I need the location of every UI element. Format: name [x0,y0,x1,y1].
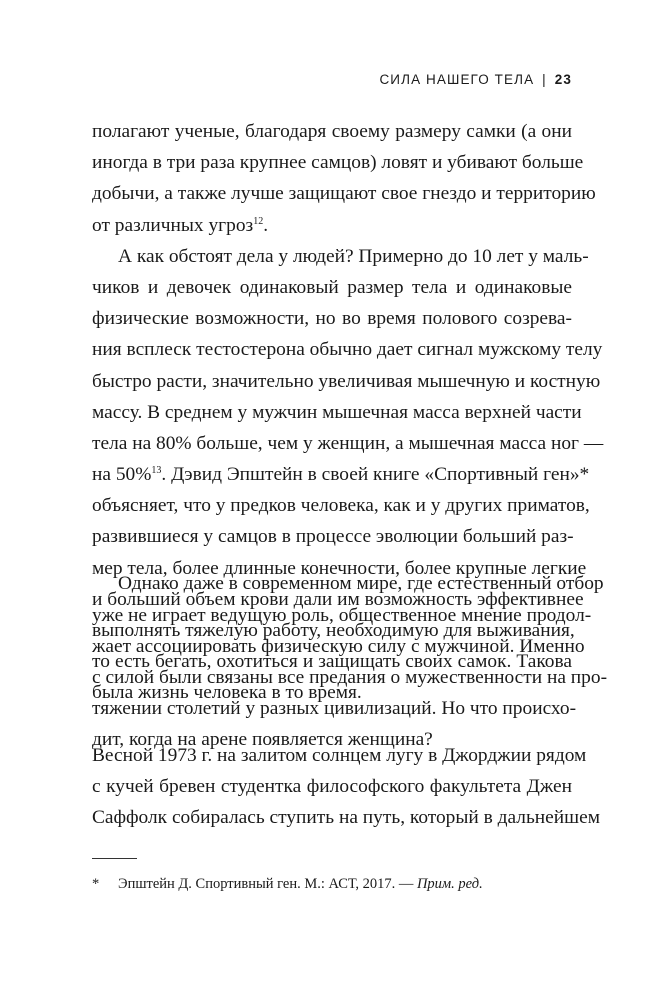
footnote-text: Эпштейн Д. Спортивный ген. М.: АСТ, 2017. — [118,876,417,892]
running-head [379,72,572,87]
text-line [92,459,590,490]
footnote-divider [92,858,137,859]
paragraph-4 [92,740,600,834]
text-line: А как обстоят дела у людей? Примерно до 10 лет у маль- [118,245,589,267]
text-line: мер тела, более длинные конечности, более крупные легкие [92,557,587,579]
text-line: чиков и девочек одинаковый размер тела и одинаковые [92,276,572,298]
text-line: дит, когда на арене появляется женщина? [92,729,433,751]
footnote-editor-note: Прим. ред. [416,876,483,892]
text-line: ния всплеск тестостерона обычно дает сигнал мужскому телу [92,339,603,361]
footnote-ref: 12 [253,215,264,227]
text-line: Саффолк собиралась ступить на путь, который в дальнейшем [92,807,600,829]
text-line: и больший объем крови дали им возможность эффективнее [92,588,584,610]
text-line: массу. В среднем у мужчин мышечная масса верхней части [92,401,582,423]
text-line: то есть бегать, охотиться и защищать своих самок. Такова [92,651,572,673]
text-line: тела на 80% больше, чем у женщин, а мышечная масса ног — [92,432,604,454]
text-line: с кучей бревен студентка философского факультета Джен [92,776,572,798]
text-line: была жизнь человека в то время. [92,682,362,704]
text-line: объясняет, что у предков человека, как и у других приматов, [92,495,590,517]
footnote-mark: * [92,876,100,892]
text-fragment: на 50% [92,464,152,486]
text-line: тяжении столетий у разных цивилизаций. Но что происхо- [92,698,577,720]
text-line: быстро расти, значительно увеличивая мышечную и костную [92,370,601,392]
text-line: жает ассоциировать физическую силу с мужчиной. Именно [92,635,585,657]
text-line: Весной 1973 г. на залитом солнцем лугу в Джорджии рядом [92,745,587,766]
text-line: Однако даже в современном мире, где естественный отбор [118,573,604,595]
footnote-ref: 13 [151,465,162,477]
text-line: с силой были связаны все предания о мужественности на про- [92,666,608,688]
text-fragment: . [263,214,269,236]
text-line: физические возможности, но во время полового созрева- [92,308,572,330]
text-line: полагают ученые, благодаря своему размеру самки (а они [92,121,572,142]
paragraph-1 [92,116,596,241]
text-line: уже не играет ведущую роль, общественное мнение продол- [92,604,592,626]
running-title: СИЛА НАШЕГО ТЕЛА [379,72,535,87]
text-fragment: от различных угроз [92,214,254,236]
text-line: добычи, а также лучше защищают свое гнездо и территорию [92,183,596,205]
header-separator: | [542,72,547,87]
text-fragment: . Дэвид Эпштейн в своей книге «Спортивный ген»* [161,464,590,486]
text-line [92,210,572,241]
text-line: иногда в три раза крупнее самцов) ловят и убивают больше [92,152,584,174]
text-line: развившиеся у самцов в процессе эволюции больший раз- [92,526,574,548]
text-line: выполнять тяжелую работу, необходимую для выживания, [92,620,575,642]
footnote [92,874,483,894]
page-number: 23 [554,72,572,87]
